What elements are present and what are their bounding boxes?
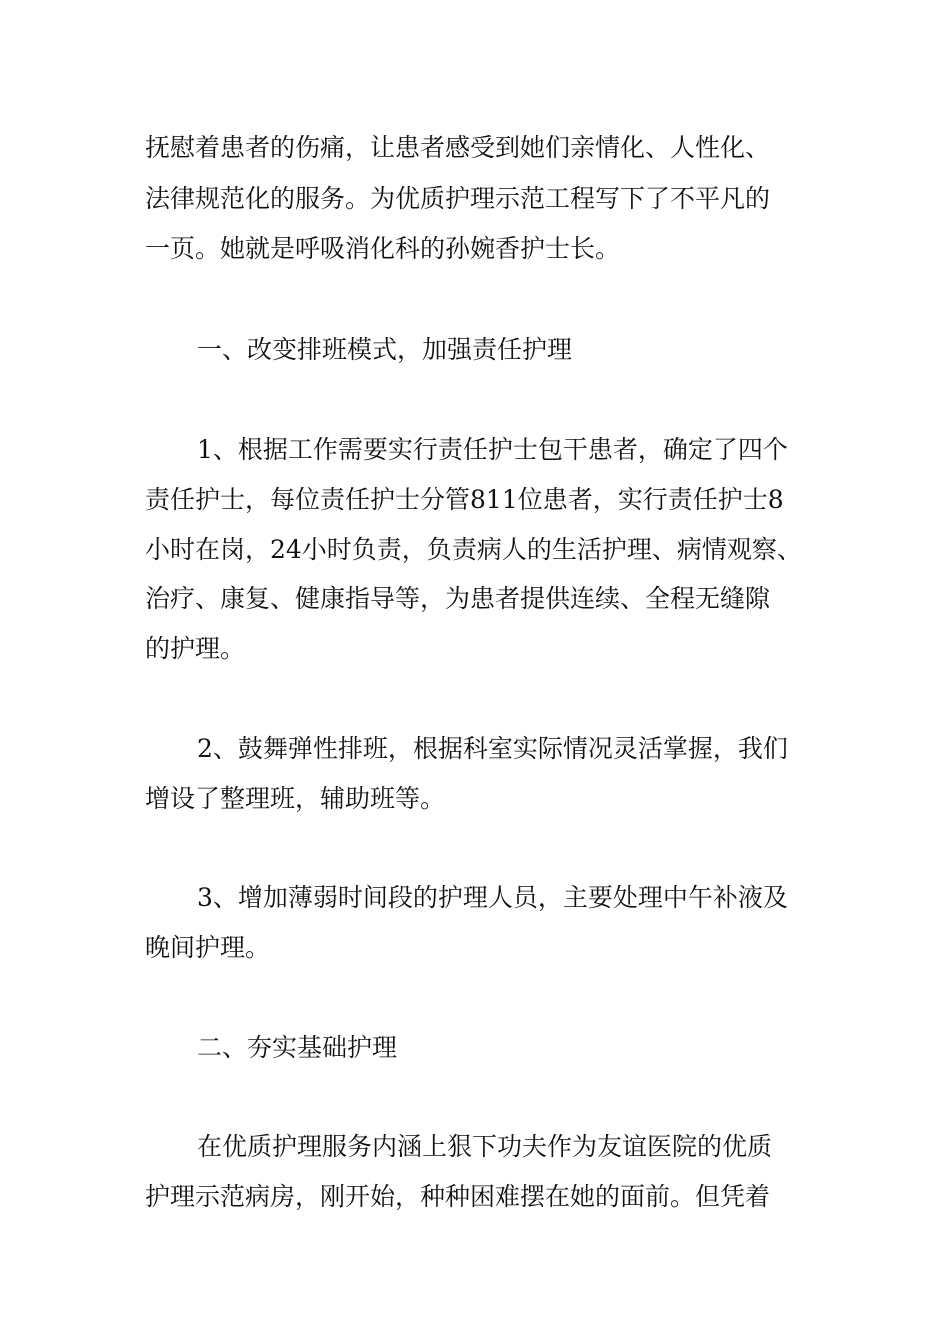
- paragraph-line: 小时在岗，24小时负责，负责病人的生活护理、病情观察、: [145, 535, 802, 564]
- paragraph-line: 3、增加薄弱时间段的护理人员，主要处理中午补液及: [197, 883, 788, 912]
- paragraph-line: 抚慰着患者的伤痛，让患者感受到她们亲情化、人性化、: [145, 133, 771, 162]
- paragraph-line: 治疗、康复、健康指导等，为患者提供连续、全程无缝隙: [145, 584, 771, 613]
- paragraph-line: 增设了整理班，辅助班等。: [145, 784, 446, 813]
- paragraph-line: 在优质护理服务内涵上狠下功夫作为友谊医院的优质: [197, 1132, 773, 1161]
- paragraph-line: 责任护士，每位责任护士分管811位患者，实行责任护士8: [145, 485, 784, 514]
- section-heading: 一、改变排班模式，加强责任护理: [197, 335, 573, 364]
- paragraph-line: 2、鼓舞弹性排班，根据科室实际情况灵活掌握，我们: [197, 734, 788, 763]
- paragraph-line: 1、根据工作需要实行责任护士包干患者，确定了四个: [197, 435, 788, 464]
- paragraph-line: 一页。她就是呼吸消化科的孙婉香护士长。: [145, 234, 621, 263]
- paragraph-line: 法律规范化的服务。为优质护理示范工程写下了不平凡的: [145, 184, 771, 213]
- paragraph-line: 晚间护理。: [145, 933, 271, 962]
- paragraph-line: 护理示范病房，刚开始，种种困难摆在她的面前。但凭着: [145, 1182, 771, 1211]
- section-heading: 二、夯实基础护理: [197, 1033, 398, 1062]
- paragraph-line: 的护理。: [145, 634, 246, 663]
